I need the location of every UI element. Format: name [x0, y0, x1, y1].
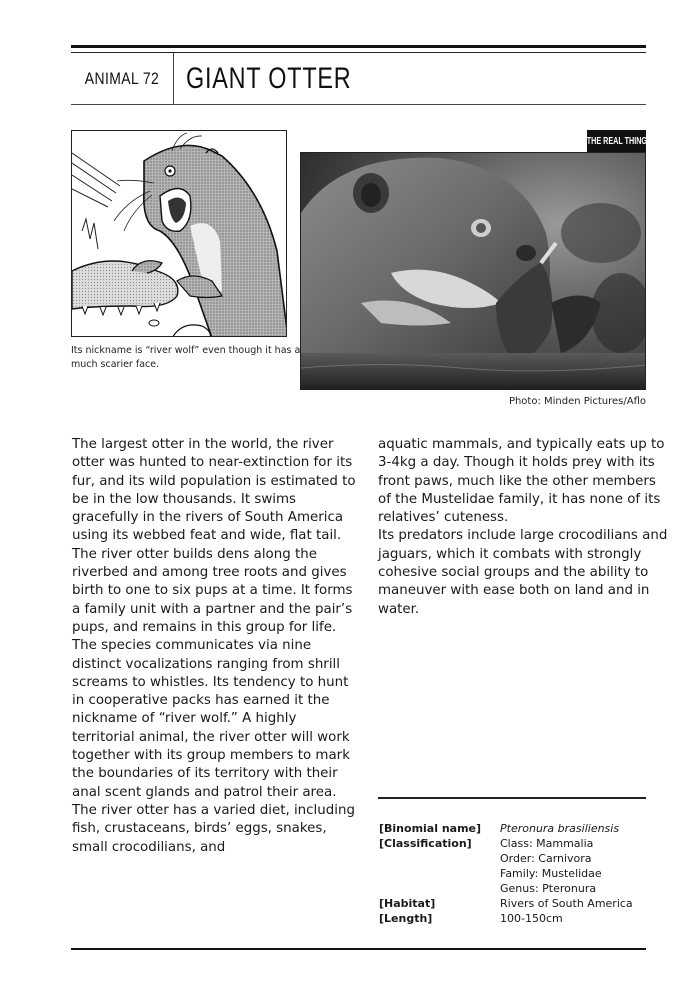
info-value: 100-150cm — [500, 912, 563, 925]
body-paragraph: The river otter builds dens along the riverbed and among tree roots and gives birth to one to six pups at a time. It forms a family unit with a partner and the pair’s pups, and remains in this group for life. — [72, 546, 353, 635]
header-bottom-rule — [71, 104, 646, 105]
header-divider — [173, 53, 174, 104]
info-row-binomial — [379, 821, 633, 836]
body-paragraph: The river otter has a varied diet, including fish, crustaceans, birds’ eggs, snakes, small crocodilians, and — [72, 802, 355, 855]
body-paragraph: The largest otter in the world, the river otter was hunted to near-extinction for its fur, and its wild population is estimated to be in the low thousands. It swims gracefully in the rivers of South America using its webbed feat and wide, flat tail. — [72, 437, 356, 544]
info-key: [Habitat] — [379, 897, 436, 910]
info-key: [Binomial name] — [379, 822, 482, 835]
header-top-rule — [71, 45, 646, 48]
page-title: GIANT OTTER — [186, 61, 352, 95]
otter-photo — [300, 152, 646, 390]
classification-genus: Genus: Pteronura — [500, 882, 597, 895]
cartoon-illustration — [71, 130, 287, 337]
body-text-left-column — [72, 436, 362, 857]
body-text-right-column — [378, 436, 668, 619]
real-thing-tag: THE REAL THING — [587, 130, 646, 152]
otter-photo-image — [301, 153, 646, 390]
animal-number-label: ANIMAL 72 — [84, 68, 160, 88]
classification-order: Order: Carnivora — [500, 852, 592, 865]
species-info-box — [379, 821, 633, 926]
info-row-length — [379, 911, 633, 926]
info-row-classification — [379, 836, 633, 896]
info-box-rule — [378, 797, 646, 799]
body-paragraph: The species communicates via nine distinct vocalizations ranging from shrill screams to whistles. Its tendency to hunt in cooperative packs has earned it the nickname of “river wolf.” A highly territorial animal, the river otter will work together with its group members to mark the boundaries of its territory with their anal scent glands and patrol their area. — [72, 638, 350, 800]
body-paragraph: aquatic mammals, and typically eats up to 3-4kg a day. Though it holds prey with its front paws, much like the other members of the Mustelidae family, it has none of its relatives’ cuteness. — [378, 437, 665, 526]
classification-class: Class: Mammalia — [500, 837, 594, 850]
info-row-habitat — [379, 896, 633, 911]
info-key: [Length] — [379, 912, 433, 925]
cartoon-caption: Its nickname is “river wolf” even though it has a much scarier face. — [71, 345, 301, 370]
info-value: Pteronura brasiliensis — [500, 822, 620, 835]
classification-family: Family: Mustelidae — [500, 867, 602, 880]
otter-cartoon-icon — [72, 131, 287, 337]
body-paragraph: Its predators include large crocodilians and jaguars, which it combats with strongly cohesive social groups and the ability to maneuver with ease both on land and in water. — [378, 528, 668, 617]
photo-credit: Photo: Minden Pictures/Aflo — [508, 396, 646, 407]
page-bottom-rule — [71, 948, 646, 950]
info-key: [Classification] — [379, 837, 472, 850]
info-value: Rivers of South America — [500, 897, 633, 910]
info-value — [500, 836, 602, 896]
